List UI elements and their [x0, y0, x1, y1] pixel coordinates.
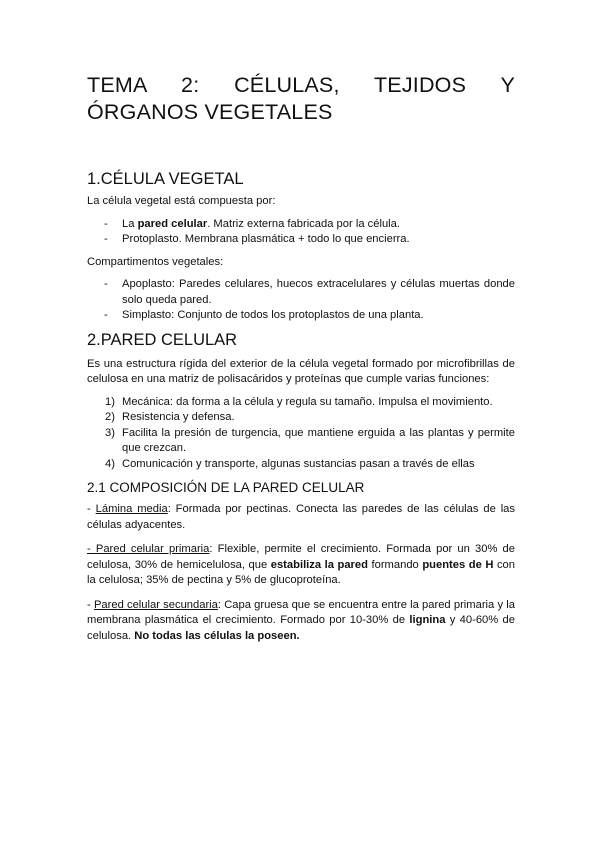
composition-list [87, 217, 515, 248]
list-item: - Simplasto: Conjunto de todos los protoplastos de una planta. [87, 308, 515, 324]
bold-term: lignina [409, 614, 446, 626]
list-marker: 2) [105, 411, 115, 423]
paragraph-pared-primaria: - Pared celular primaria: Flexible, permite el crecimiento. Formada por un 30% de celulosa, 30% de hemicelulosa, que estabiliza la pared formando puentes de H con la celulosa; 35% de pectina y 5% de glucoproteína. [87, 543, 515, 586]
list-item: - Protoplasto. Membrana plasmática + todo lo que encierra. [87, 232, 515, 248]
compartments-label: Compartimentos vegetales: [87, 255, 224, 268]
list-item: - Apoplasto: Paredes celulares, huecos extracelulares y células muertas donde solo queda pared. [104, 278, 515, 306]
list-item: 1) Mecánica: da forma a la célula y regula su tamaño. Impulsa el movimiento. [87, 395, 515, 411]
list-marker: - [104, 278, 108, 290]
term-lamina-media: Lámina media [95, 503, 168, 515]
list-item: - La pared celular. Matriz externa fabricada por la célula. [87, 217, 515, 233]
document-title: TEMA 2: CÉLULAS, TEJIDOS Y ÓRGANOS VEGETALES [87, 73, 515, 124]
list-marker: 4) [105, 457, 115, 470]
section-intro: Es una estructura rígida del exterior de la célula vegetal formado por microfibrillas de celulosa en una matriz de polisacáridos y proteínas que cumple varias funciones: [87, 357, 515, 385]
list-marker: - [104, 217, 108, 230]
subsection-heading-composicion: 2.1 COMPOSICIÓN DE LA PARED CELULAR [87, 480, 365, 495]
list-marker: 3) [105, 426, 115, 439]
paragraph-pared-secundaria: - Pared celular secundaria: Capa gruesa que se encuentra entre la pared primaria y la membrana plasmática el crecimiento. Formado por 10-30% de lignina y 40-60% de celulosa. No todas las células la poseen. [87, 598, 515, 642]
section-intro: La célula vegetal está compuesta por: [87, 195, 276, 207]
section-heading-pared-celular: 2.PARED CELULAR [87, 330, 238, 349]
bold-term: estabiliza la pared [270, 558, 368, 571]
term-pared-primaria: - Pared celular primaria [87, 543, 210, 555]
section-heading-celula-vegetal: 1.CÉLULA VEGETAL [87, 170, 244, 188]
list-item: 4) Comunicación y transporte, algunas sustancias pasan a través de ellas [87, 457, 515, 473]
list-marker: - [104, 309, 108, 321]
list-marker: 1) [105, 395, 115, 408]
term-pared-secundaria: Pared celular secundaria [93, 598, 218, 611]
paragraph-lamina-media: - Lámina media: Formada por pectinas. Conecta las paredes de las células de las células adyacentes. [87, 503, 515, 531]
list-item: 2) Resistencia y defensa. [87, 410, 515, 426]
list-marker: - [104, 233, 108, 245]
functions-list [87, 395, 515, 473]
compartments-list [87, 277, 515, 324]
list-item: 3) Facilita la presión de turgencia, que mantiene erguida a las plantas y permite que crezcan. [105, 426, 515, 454]
document-content [87, 72, 515, 644]
bold-term: pared celular [137, 217, 208, 230]
bold-term: No todas las células la poseen. [134, 629, 300, 642]
bold-term: puentes de H [422, 558, 494, 571]
